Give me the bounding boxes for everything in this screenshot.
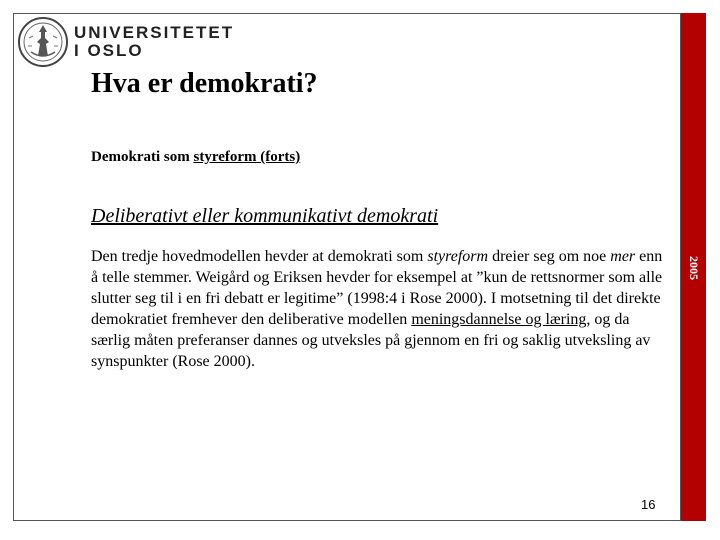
body-italic-1: styreform	[427, 248, 489, 265]
body-text-4: og da særlig måten preferanser dannes og utveksles på gjennom en fri og saklig utveksling av synspunkter (Rose 2000).	[91, 311, 651, 370]
subtitle-prefix: Demokrati som	[91, 149, 194, 165]
logo-line-2: I OSLO	[74, 41, 144, 60]
slide-subtitle	[91, 149, 300, 166]
logo-line-1: UNIVERSITETET	[74, 23, 235, 42]
body-text-2: dreier seg om noe	[488, 248, 611, 265]
body-text-3: enn å telle stemmer. Weigård og Eriksen hevder for eksempel at ”kun de rettsnormer som alle slutter seg til i en fri debatt er legitime” (1998:4 i Rose 2000). I motsetning til det direkte demokratiet fremhever den deliberative modellen	[91, 248, 663, 328]
body-text	[91, 246, 666, 372]
body-underlined: meningsdannelse og læring,	[411, 311, 591, 328]
subtitle-underlined: styreform (forts)	[193, 149, 301, 165]
university-name	[74, 24, 234, 60]
year-label: 2005	[687, 256, 701, 280]
slide-title: Hva er demokrati?	[91, 68, 318, 99]
section-heading: Deliberativt eller kommunikativt demokrati	[91, 205, 439, 227]
university-seal-icon	[17, 16, 69, 68]
body-italic-2: mer	[610, 248, 636, 265]
body-text-1: Den tredje hovedmodellen hevder at demokrati som	[91, 248, 428, 265]
page-number: 16	[641, 497, 656, 512]
